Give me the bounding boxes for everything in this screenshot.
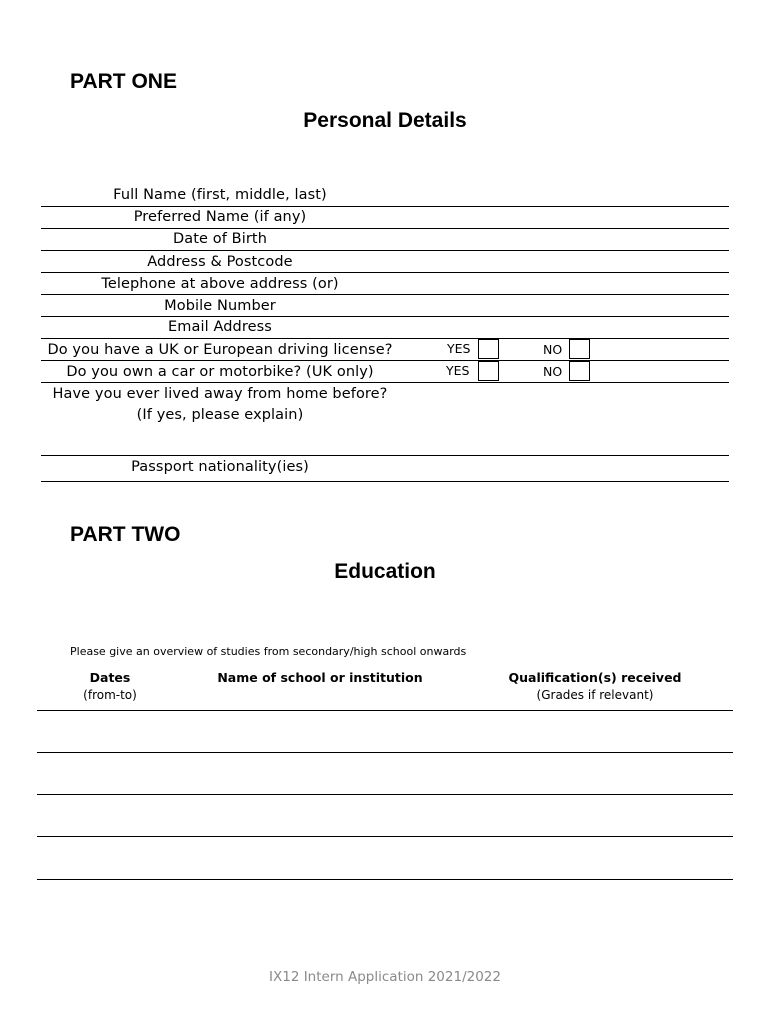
- car-yes-label: YES: [446, 363, 470, 378]
- field-label-full-name: Full Name (first, middle, last): [113, 187, 327, 203]
- education-intro: Please give an overview of studies from secondary/high school onwards: [70, 645, 467, 658]
- education-row-line[interactable]: [37, 879, 733, 880]
- car-yes-checkbox[interactable]: [478, 361, 499, 381]
- column-subheader-qualification: (Grades if relevant): [536, 688, 654, 702]
- field-label-preferred-name: Preferred Name (if any): [133, 209, 307, 225]
- car-no-checkbox[interactable]: [569, 361, 590, 381]
- column-header-qualification: Qualification(s) received: [508, 670, 682, 685]
- field-label-mobile: Mobile Number: [164, 298, 276, 314]
- lived-away-question: Have you ever lived away from home before?: [52, 386, 388, 402]
- education-header-line: [37, 710, 733, 711]
- column-subheader-dates: (from-to): [83, 688, 137, 702]
- education-title: Education: [334, 560, 436, 583]
- field-label-email: Email Address: [168, 319, 272, 335]
- field-label-passport: Passport nationality(ies): [131, 459, 309, 475]
- column-header-dates: Dates: [89, 670, 131, 685]
- part-one-heading: PART ONE: [70, 70, 177, 93]
- car-no-label: NO: [543, 364, 563, 379]
- field-label-address: Address & Postcode: [147, 254, 293, 270]
- license-yes-checkbox[interactable]: [478, 339, 499, 359]
- part-two-heading: PART TWO: [70, 523, 181, 546]
- page-footer: IX12 Intern Application 2021/2022: [269, 969, 501, 985]
- license-no-checkbox[interactable]: [569, 339, 590, 359]
- column-header-school: Name of school or institution: [217, 670, 423, 685]
- education-row-line[interactable]: [37, 794, 733, 795]
- license-yes-label: YES: [447, 341, 471, 356]
- license-question: Do you have a UK or European driving license?: [47, 342, 393, 358]
- education-row-line[interactable]: [37, 836, 733, 837]
- license-no-label: NO: [543, 342, 563, 357]
- education-row-line[interactable]: [37, 752, 733, 753]
- personal-details-title: Personal Details: [303, 109, 467, 132]
- car-question: Do you own a car or motorbike? (UK only): [66, 364, 374, 380]
- passport-input-line[interactable]: [41, 481, 729, 482]
- field-label-telephone: Telephone at above address (or): [101, 276, 339, 292]
- lived-away-hint: (If yes, please explain): [136, 407, 304, 423]
- field-label-date-of-birth: Date of Birth: [173, 231, 267, 247]
